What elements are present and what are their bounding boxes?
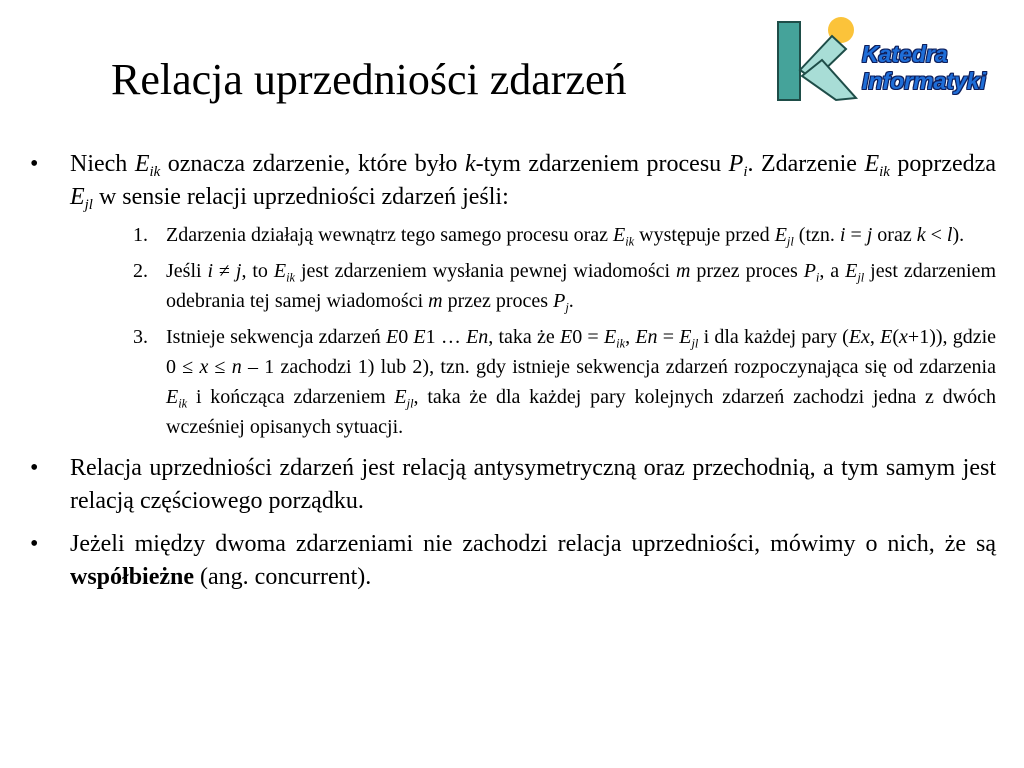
slide-content bbox=[28, 148, 996, 594]
numbered-conditions-list bbox=[70, 220, 996, 442]
bullet-marker: • bbox=[30, 531, 39, 557]
logo-text-line2: Informatyki bbox=[862, 68, 986, 94]
logo-text-line1: Katedra bbox=[862, 41, 948, 67]
item-number: 2. bbox=[133, 260, 148, 282]
item-number: 3. bbox=[133, 326, 148, 348]
bullet-marker: • bbox=[30, 151, 39, 177]
condition-2: 2. Jeśli i ≠ j, to $E_{ik}$ jest zdarzeniem wysłania pewnej wiadomości m przez proces $P_i$, a $E_{jl}$ jest zdarzeniem odebrania tej samej wiadomości m przez proces $P_j$. bbox=[70, 256, 996, 316]
slide-title: Relacja uprzedniości zdarzeń bbox=[111, 55, 627, 104]
emphasis-concurrent: współbieżne bbox=[70, 564, 195, 590]
condition-3: 3. Istnieje sekwencja zdarzeń E0 E1 … En, taka że $E0 = E_{ik}$, $En = E_{jl}$ i dla każdej pary (Ex, E(x+1)), gdzie 0 ≤ x ≤ n – 1 zachodzi 1) lub 2), tzn. gdy istnieje sekwencja zdarzeń rozpoczynająca się od zdarzenia $E_{ik}$ i kończąca zdarzeniem $E_{jl}$, taka że dla każdej pary kolejnych zdarzeń zachodzi jedna z dwóch wcześniej opisanych sytuacji. bbox=[70, 322, 996, 442]
logo-text bbox=[862, 41, 986, 95]
item-number: 1. bbox=[133, 224, 148, 246]
bullet-3: • Jeżeli między dwoma zdarzeniami nie zachodzi relacja uprzedniości, mówimy o nich, że są współbieżne (ang. concurrent). bbox=[28, 528, 996, 594]
logo-k-stem bbox=[778, 22, 800, 100]
condition-1: 1. Zdarzenia działają wewnątrz tego samego procesu oraz $E_{ik}$ występuje przed $E_{jl}$ (tzn. i = j oraz k < l). bbox=[70, 220, 996, 250]
bullet-2: • Relacja uprzedniości zdarzeń jest relacją antysymetryczną oraz przechodnią, a tym samym jest relacją częściowego porządku. bbox=[28, 452, 996, 518]
bullet-1: • Niech $E_{ik}$ oznacza zdarzenie, które było k-tym zdarzeniem procesu $P_i$. Zdarzenie $E_{ik}$ poprzedza $E_{jl}$ w sensie relacji uprzedniości zdarzeń jeśli: 1. Zdarzenia działają wewnątrz tego samego procesu oraz $E_{ik}$ występuje przed $E_{jl}$ (tzn. i = j oraz k < l). 2. Jeśli i ≠ j, to $E_{ik}$ jest zdarzeniem wysłania pewnej wiadomości m przez proces $P_i$, a $E_{jl}$ jest zdarzeniem odebrania tej samej wiadomości m przez proces $P_j$. 3. Istnieje sekwencja zdarzeń E0 E1 … En, taka że $E0 = E_{ik}$, $En = E_{jl}$ i dla każdej pary (Ex, E(x+1)), gdzie 0 ≤ x ≤ n – 1 zachodzi 1) lub 2), tzn. gdy istnieje sekwencja zdarzeń rozpoczynająca się od zdarzenia $E_{ik}$ i kończąca zdarzeniem $E_{jl}$, taka że dla każdej pary kolejnych zdarzeń zachodzi jedna z dwóch wcześniej opisanych sytuacji. bbox=[28, 148, 996, 442]
bullet-marker: • bbox=[30, 455, 39, 481]
